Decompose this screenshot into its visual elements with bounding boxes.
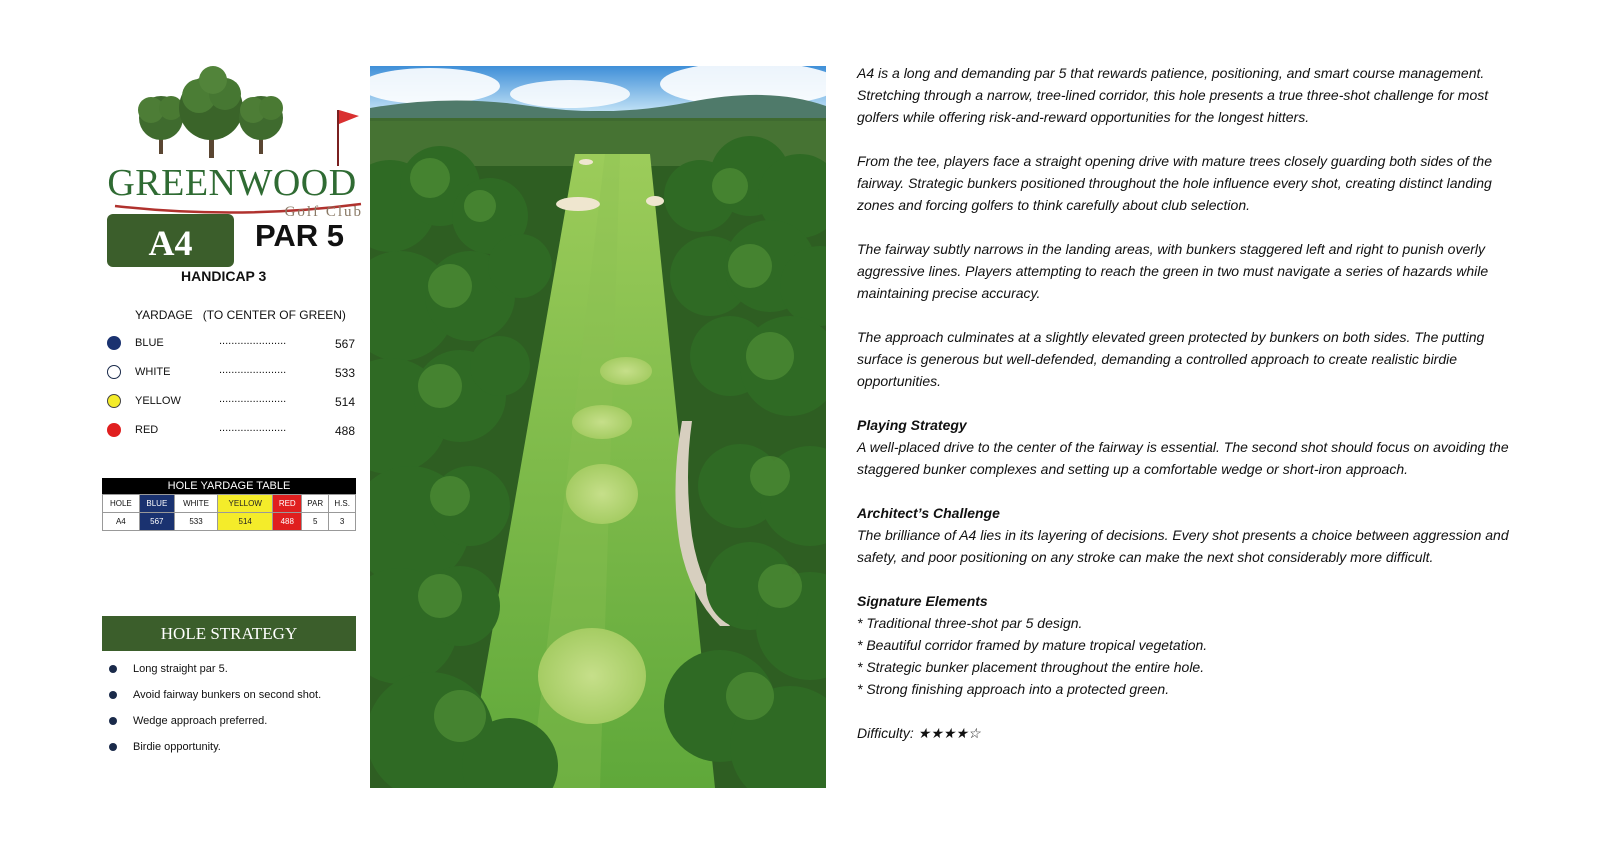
leader-dots: ...................... bbox=[219, 364, 287, 376]
description-tee: From the tee, players face a straight opening drive with mature trees closely guarding both sides of the fairway. Strategic bunkers positioned throughout the hole influence every shot, creating distinct landing zones and forcing golfers to think carefully about club selection. bbox=[857, 153, 1493, 213]
table-header-row bbox=[103, 495, 356, 513]
architect-challenge-text: The brilliance of A4 lies in its layering of decisions. Every shot presents a choice between aggression and safety, and poor positioning on any stroke can make the next shot considerably more difficult. bbox=[857, 527, 1509, 565]
signature-item: * Strategic bunker placement throughout the entire hole. bbox=[857, 659, 1205, 675]
tee-yardage: 567 bbox=[334, 337, 355, 351]
aerial-illustration bbox=[370, 66, 826, 788]
hole-aerial-image bbox=[370, 66, 826, 788]
tee-name: RED bbox=[135, 424, 159, 436]
header-red: RED bbox=[273, 495, 302, 513]
club-logo bbox=[103, 66, 363, 220]
list-item: Wedge approach preferred. bbox=[105, 712, 355, 738]
list-item: Avoid fairway bunkers on second shot. bbox=[105, 686, 355, 712]
cell-red: 488 bbox=[273, 513, 302, 531]
signature-item: * Beautiful corridor framed by mature tropical vegetation. bbox=[857, 637, 1208, 653]
difficulty-rating: Difficulty: ★★★★☆ bbox=[857, 725, 981, 741]
yardage-row-white bbox=[107, 363, 355, 383]
tee-name: WHITE bbox=[135, 366, 171, 378]
cell-blue: 567 bbox=[139, 513, 174, 531]
table-title: HOLE YARDAGE TABLE bbox=[102, 478, 356, 494]
cell-hs: 3 bbox=[329, 513, 356, 531]
header-par: PAR bbox=[302, 495, 329, 513]
tee-name: BLUE bbox=[135, 337, 164, 349]
tee-name: YELLOW bbox=[135, 395, 181, 407]
cell-par: 5 bbox=[302, 513, 329, 531]
description-approach: The approach culminates at a slightly elevated green protected by bunkers on both sides. The putting surface is generous but well-defended, demanding a controlled approach to create realistic birdie opportunities. bbox=[857, 329, 1485, 389]
playing-strategy-heading: Playing Strategy bbox=[857, 417, 967, 433]
leader-dots: ...................... bbox=[219, 422, 287, 434]
blue-tee-icon bbox=[107, 336, 121, 350]
leader-dots: ...................... bbox=[219, 335, 287, 347]
header-hs: H.S. bbox=[329, 495, 356, 513]
hole-number-badge: A4 bbox=[107, 214, 234, 267]
signature-item: * Strong finishing approach into a protected green. bbox=[857, 681, 1170, 697]
yardage-row-red bbox=[107, 421, 355, 441]
tee-yardage: 533 bbox=[334, 366, 355, 380]
yardage-row-yellow bbox=[107, 392, 355, 412]
flag-icon bbox=[331, 108, 361, 168]
list-item: Birdie opportunity. bbox=[105, 738, 355, 764]
cell-hole: A4 bbox=[103, 513, 140, 531]
club-subtitle: Golf Club bbox=[284, 204, 363, 220]
list-item: Long straight par 5. bbox=[105, 660, 355, 686]
tee-yardage: 488 bbox=[334, 424, 355, 438]
handicap-label: HANDICAP 3 bbox=[181, 268, 267, 284]
yardage-row-blue bbox=[107, 334, 355, 354]
leader-dots: ...................... bbox=[219, 393, 287, 405]
hole-description bbox=[857, 62, 1517, 744]
cell-white: 533 bbox=[174, 513, 217, 531]
yardage-title: YARDAGE (TO CENTER OF GREEN) bbox=[135, 308, 346, 322]
cell-yellow: 514 bbox=[218, 513, 273, 531]
hole-strategy-header: HOLE STRATEGY bbox=[102, 616, 356, 651]
description-fairway: The fairway subtly narrows in the landing areas, with bunkers staggered left and right to punish overly aggressive lines. Players attempting to reach the green in two must navigate a series of hazards while maintaining precise accuracy. bbox=[857, 241, 1489, 301]
header-hole: HOLE bbox=[103, 495, 140, 513]
header-yellow: YELLOW bbox=[218, 495, 273, 513]
architect-challenge-heading: Architect’s Challenge bbox=[857, 505, 1000, 521]
signature-item: * Traditional three-shot par 5 design. bbox=[857, 615, 1083, 631]
playing-strategy-text: A well-placed drive to the center of the fairway is essential. The second shot should focus on avoiding the staggered bunker complexes and setting up a comfortable wedge or short-iron approach. bbox=[857, 439, 1509, 477]
table-row bbox=[103, 513, 356, 531]
club-name: GREENWOOD bbox=[107, 162, 357, 204]
hole-info-panel bbox=[95, 62, 367, 802]
description-intro: A4 is a long and demanding par 5 that rewards patience, positioning, and smart course management. Stretching through a narrow, tree-lined corridor, this hole presents a true three-shot challenge for most golfers while offering risk-and-reward opportunities for the longest hitters. bbox=[857, 65, 1489, 125]
header-white: WHITE bbox=[174, 495, 217, 513]
par-label: PAR 5 bbox=[255, 218, 345, 253]
yellow-tee-icon bbox=[107, 394, 121, 408]
hole-yardage-table bbox=[102, 478, 356, 531]
signature-elements-heading: Signature Elements bbox=[857, 593, 988, 609]
header-blue: BLUE bbox=[139, 495, 174, 513]
red-tee-icon bbox=[107, 423, 121, 437]
white-tee-icon bbox=[107, 365, 121, 379]
tee-yardage: 514 bbox=[334, 395, 355, 409]
trees-icon bbox=[133, 66, 293, 161]
strategy-list bbox=[105, 660, 355, 764]
